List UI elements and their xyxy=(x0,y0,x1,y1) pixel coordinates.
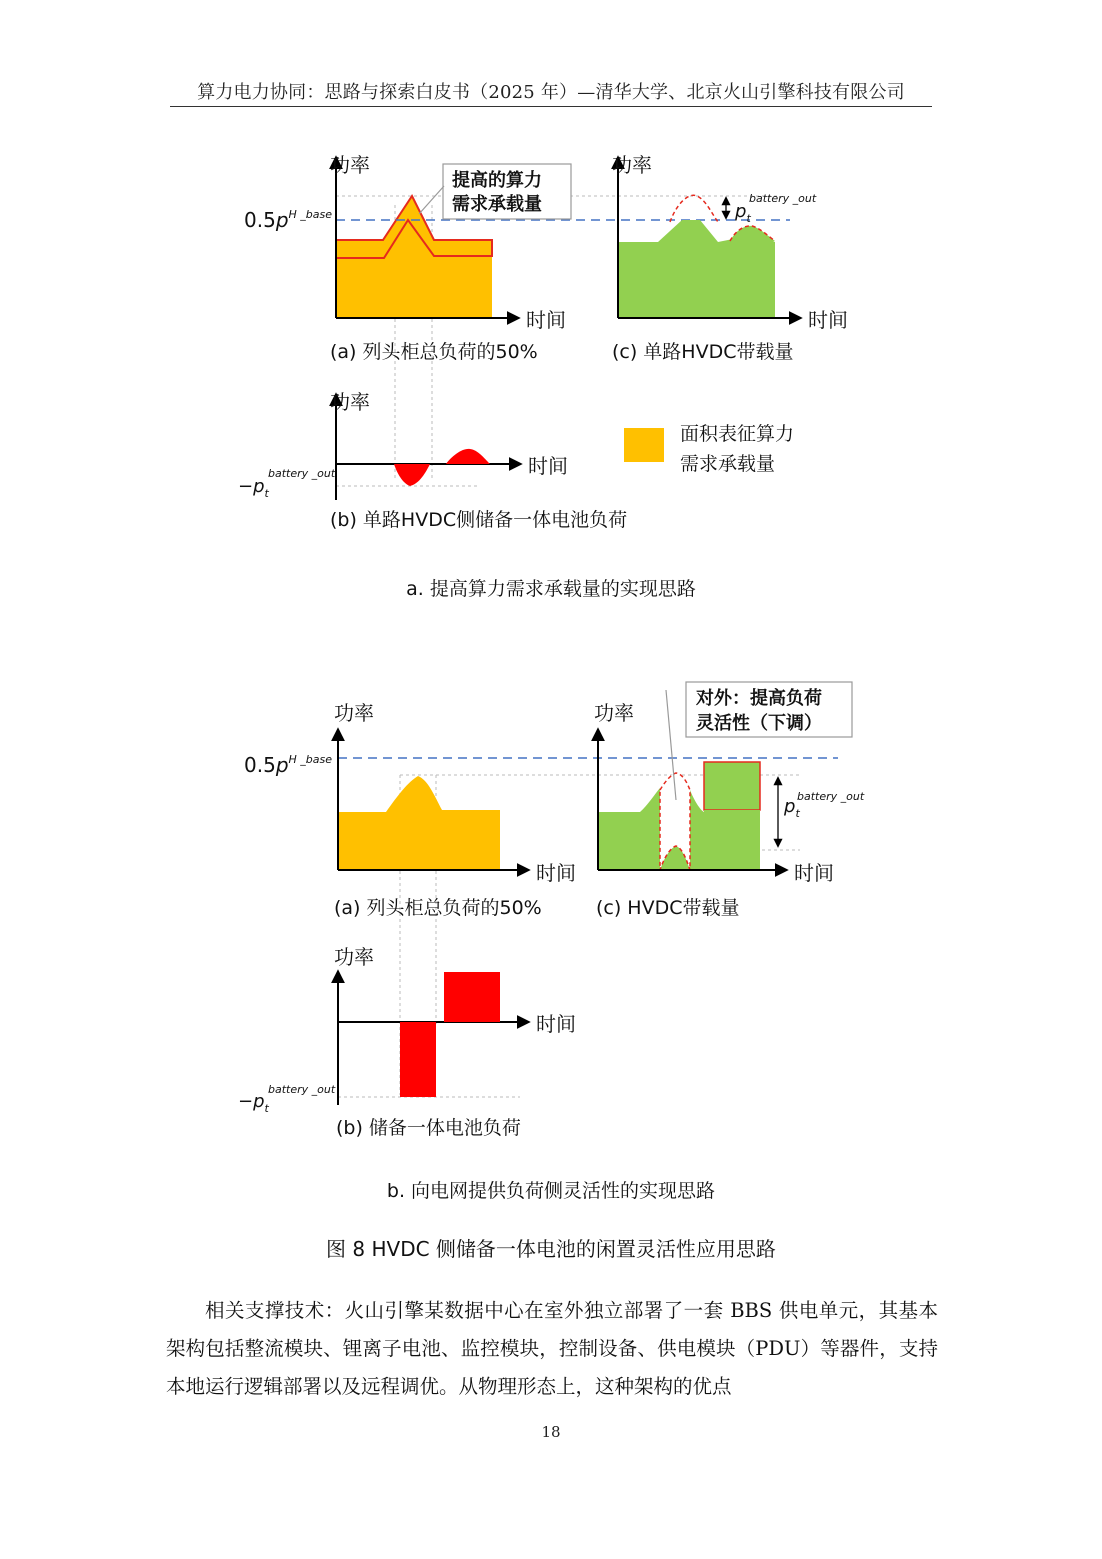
fig-a-base-p: p xyxy=(275,208,289,232)
svg-text:0.5pH _base xyxy=(244,208,332,232)
fig-a-callout-line2: 需求承载量 xyxy=(452,194,542,215)
fig-b-b-neg-bar xyxy=(400,1022,436,1097)
fig-a-b-ylabel: 功率 xyxy=(330,390,370,414)
fig-a-b-p: p xyxy=(253,476,265,497)
fig-a-b-neg: − xyxy=(238,476,254,497)
fig-b-c-ylabel: 功率 xyxy=(594,701,634,725)
svg-text:−pt xyxy=(238,476,270,500)
fig-a-c-xlabel: 时间 xyxy=(808,308,848,332)
page-number: 18 xyxy=(541,1423,561,1441)
fig-b-callout-line1: 对外：提高负荷 xyxy=(696,688,822,709)
svg-text:−pt xyxy=(238,1091,270,1115)
fig-b-b-sub: t xyxy=(264,1102,269,1115)
fig-b-b-neg: − xyxy=(238,1091,254,1112)
fig-a-b-sup: battery _out xyxy=(268,467,336,480)
legend-line1: 面积表征算力 xyxy=(680,423,795,445)
fig-a-base-sup: H _base xyxy=(288,208,333,221)
fig-b-base-prefix: 0.5 xyxy=(244,753,276,777)
fig-b-callout-line2: 灵活性（下调） xyxy=(696,713,822,734)
fig-b-green-right xyxy=(690,790,704,870)
fig-b-c-p: p xyxy=(784,796,796,817)
page-header: 算力电力协同：思路与探索白皮书（2025 年）—清华大学、北京火山引擎科技有限公司 xyxy=(197,82,905,103)
fig-a-b-pos-bump xyxy=(446,449,490,464)
fig-a-b-xlabel: 时间 xyxy=(528,454,568,478)
fig-b-b-xlabel: 时间 xyxy=(536,1012,576,1036)
fig-a-a-xlabel: 时间 xyxy=(526,308,566,332)
fig-b-green-block xyxy=(704,762,760,810)
fig-b-base-sup: H _base xyxy=(288,753,333,766)
fig-b-b-p: p xyxy=(253,1091,265,1112)
fig-a-b-neg-bump xyxy=(394,464,430,486)
fig-a-label-b: (b) 单路HVDC侧储备一体电池负荷 xyxy=(330,509,628,531)
svg-text:0.5pH _base xyxy=(244,753,332,777)
fig-a-base-prefix: 0.5 xyxy=(244,208,276,232)
fig-b-orange-area xyxy=(338,776,500,870)
fig-b-c-xlabel: 时间 xyxy=(794,861,834,885)
fig-a-label-c: (c) 单路HVDC带载量 xyxy=(612,341,794,363)
legend-line2: 需求承载量 xyxy=(680,453,776,475)
fig-a-a-ylabel: 功率 xyxy=(330,153,370,177)
fig-a-callout-line1: 提高的算力 xyxy=(452,170,542,191)
legend-swatch xyxy=(624,428,664,462)
fig-b-a-ylabel: 功率 xyxy=(334,701,374,725)
fig-a-green-dashed-bump xyxy=(730,226,775,241)
fig-b-a-xlabel: 时间 xyxy=(536,861,576,885)
fig-a-c-p: p xyxy=(735,201,747,222)
caption-b: b. 向电网提供负荷侧灵活性的实现思路 xyxy=(386,1180,716,1202)
fig-a-green-dashed-peak xyxy=(670,195,718,222)
fig-a-c-ylabel: 功率 xyxy=(612,153,652,177)
fig-a-label-a: (a) 列头柜总负荷的50% xyxy=(330,341,538,363)
body-paragraph: 相关支撑技术：火山引擎某数据中心在室外独立部署了一套 BBS 供电单元，其基本架构包括整流模块、锂离子电池、监控模块，控制设备、供电模块（PDU）等器件，支持本地运行逻辑部署以及远程调优。从物理形态上，这种架构的优点 xyxy=(166,1299,938,1398)
fig-b-label-c: (c) HVDC带载量 xyxy=(596,897,740,919)
fig-b-c-sup: battery _out xyxy=(797,790,865,803)
fig-a-c-sub: t xyxy=(746,212,751,225)
fig-b-b-ylabel: 功率 xyxy=(334,945,374,969)
fig-b-label-b: (b) 储备一体电池负荷 xyxy=(336,1117,521,1139)
fig-b-b-sup: battery _out xyxy=(268,1083,336,1096)
fig-a-c-sup: battery _out xyxy=(749,192,817,205)
fig-b-b-pos-bar xyxy=(444,972,500,1022)
fig-b-base-p: p xyxy=(275,753,289,777)
fig-a-b-sub: t xyxy=(264,487,269,500)
fig-b-c-sub: t xyxy=(795,807,800,820)
figure-title: 图 8 HVDC 侧储备一体电池的闲置灵活性应用思路 xyxy=(326,1237,776,1261)
caption-a: a. 提高算力需求承载量的实现思路 xyxy=(406,578,696,600)
fig-b-label-a: (a) 列头柜总负荷的50% xyxy=(334,897,542,919)
fig-b-green-area xyxy=(598,788,660,870)
